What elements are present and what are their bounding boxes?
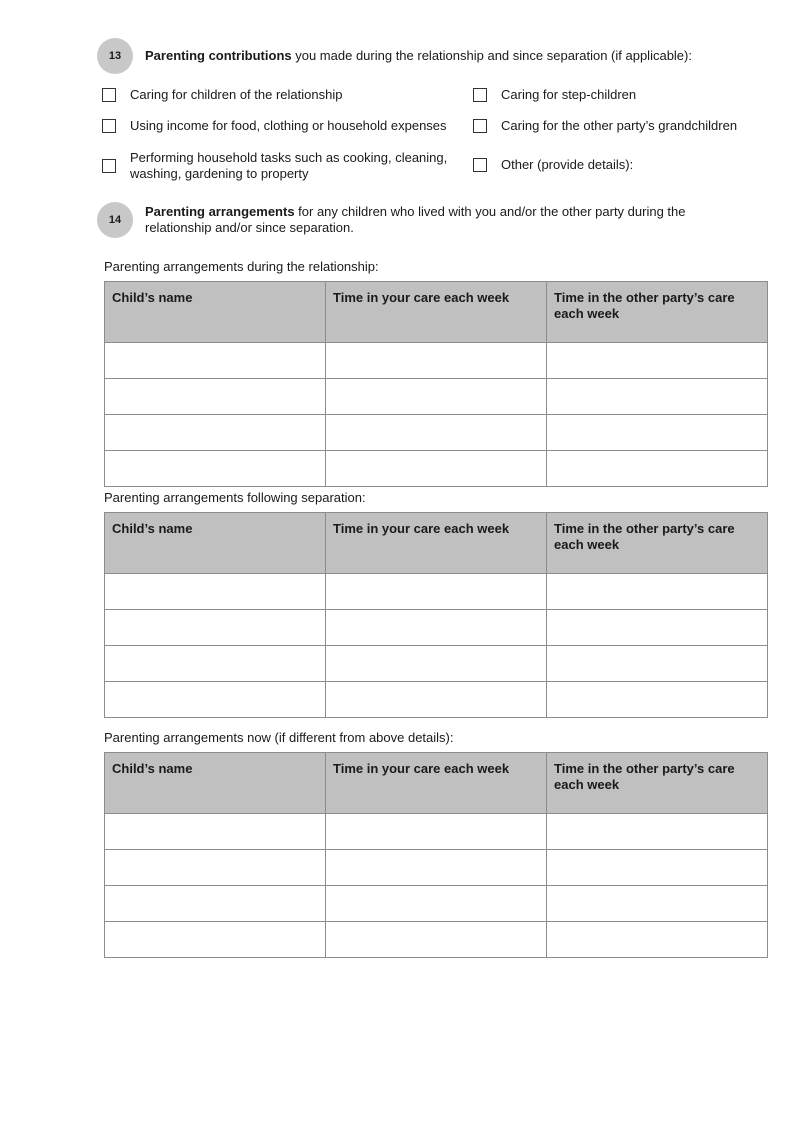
option-label: Using income for food, clothing or household expenses: [130, 118, 447, 133]
table-row: [105, 814, 768, 850]
checkbox[interactable]: [473, 88, 487, 102]
childs-name-input[interactable]: [105, 814, 325, 849]
time-other-care-input[interactable]: [547, 814, 767, 849]
time-your-care-input[interactable]: [326, 886, 546, 921]
childs-name-input[interactable]: [105, 646, 325, 681]
question-14-description: for any children who lived with you and/or the other party during the relationship and/or since separation.: [145, 204, 686, 235]
cell-time-your-care[interactable]: [326, 850, 547, 886]
header-childs-name: Child’s name: [105, 753, 326, 814]
time-your-care-input[interactable]: [326, 682, 546, 717]
cell-time-other-care[interactable]: [547, 415, 768, 451]
time-other-care-input[interactable]: [547, 610, 767, 645]
cell-childs-name[interactable]: [105, 379, 326, 415]
option-label: Caring for the other party’s grandchildren: [501, 118, 738, 133]
option-label: Caring for children of the relationship: [130, 87, 343, 102]
header-time-your-care: Time in your care each week: [326, 282, 547, 343]
cell-time-your-care[interactable]: [326, 922, 547, 958]
cell-time-your-care[interactable]: [326, 646, 547, 682]
time-other-care-input[interactable]: [547, 379, 767, 414]
time-other-care-input[interactable]: [547, 646, 767, 681]
cell-time-your-care[interactable]: [326, 610, 547, 646]
cell-childs-name[interactable]: [105, 415, 326, 451]
table-row: [105, 646, 768, 682]
cell-time-other-care[interactable]: [547, 886, 768, 922]
time-other-care-input[interactable]: [547, 415, 767, 450]
cell-time-other-care[interactable]: [547, 574, 768, 610]
option-other[interactable]: [473, 157, 773, 173]
time-your-care-input[interactable]: [326, 574, 546, 609]
question-14-title: Parenting arrangements: [145, 204, 295, 219]
cell-time-other-care[interactable]: [547, 343, 768, 379]
time-other-care-input[interactable]: [547, 850, 767, 885]
table-now: [104, 752, 768, 958]
childs-name-input[interactable]: [105, 886, 325, 921]
checkbox[interactable]: [102, 119, 116, 133]
header-time-other-party-care: Time in the other party’s care each week: [547, 513, 768, 574]
cell-time-your-care[interactable]: [326, 886, 547, 922]
table-row: [105, 610, 768, 646]
option-caring-children[interactable]: [102, 87, 462, 103]
cell-childs-name[interactable]: [105, 814, 326, 850]
cell-time-your-care[interactable]: [326, 814, 547, 850]
checkbox[interactable]: [102, 88, 116, 102]
childs-name-input[interactable]: [105, 415, 325, 450]
childs-name-input[interactable]: [105, 610, 325, 645]
cell-childs-name[interactable]: [105, 850, 326, 886]
table-during-relationship: [104, 281, 768, 487]
cell-time-your-care[interactable]: [326, 574, 547, 610]
cell-time-other-care[interactable]: [547, 646, 768, 682]
childs-name-input[interactable]: [105, 574, 325, 609]
header-childs-name: Child’s name: [105, 282, 326, 343]
cell-time-your-care[interactable]: [326, 379, 547, 415]
time-other-care-input[interactable]: [547, 682, 767, 717]
option-caring-step-children[interactable]: [473, 87, 773, 103]
childs-name-input[interactable]: [105, 850, 325, 885]
time-other-care-input[interactable]: [547, 451, 767, 486]
question-13-description: you made during the relationship and since separation (if applicable):: [291, 48, 692, 63]
checkbox[interactable]: [102, 159, 116, 173]
childs-name-input[interactable]: [105, 379, 325, 414]
header-time-other-party-care: Time in the other party’s care each week: [547, 282, 768, 343]
table-row: [105, 451, 768, 487]
cell-time-other-care[interactable]: [547, 610, 768, 646]
table-caption-following-separation: Parenting arrangements following separation:: [104, 490, 366, 505]
table-header-row: [105, 282, 768, 343]
question-14-number: 14: [97, 202, 133, 238]
cell-time-other-care[interactable]: [547, 379, 768, 415]
cell-time-your-care[interactable]: [326, 451, 547, 487]
question-13-title: Parenting contributions: [145, 48, 292, 63]
cell-time-other-care[interactable]: [547, 814, 768, 850]
cell-time-your-care[interactable]: [326, 682, 547, 718]
cell-childs-name[interactable]: [105, 610, 326, 646]
header-time-other-party-care: Time in the other party’s care each week: [547, 753, 768, 814]
cell-time-other-care[interactable]: [547, 922, 768, 958]
table-following-separation: [104, 512, 768, 718]
question-13-number: 13: [97, 38, 133, 74]
time-your-care-input[interactable]: [326, 814, 546, 849]
table-row: [105, 886, 768, 922]
time-your-care-input[interactable]: [326, 850, 546, 885]
table-row: [105, 415, 768, 451]
childs-name-input[interactable]: [105, 682, 325, 717]
childs-name-input[interactable]: [105, 451, 325, 486]
cell-time-your-care[interactable]: [326, 415, 547, 451]
cell-childs-name[interactable]: [105, 886, 326, 922]
header-time-your-care: Time in your care each week: [326, 513, 547, 574]
table-caption-now: Parenting arrangements now (if different from above details):: [104, 730, 454, 745]
cell-time-other-care[interactable]: [547, 451, 768, 487]
checkbox[interactable]: [473, 158, 487, 172]
table-row: [105, 379, 768, 415]
time-other-care-input[interactable]: [547, 343, 767, 378]
table-header-row: [105, 513, 768, 574]
time-other-care-input[interactable]: [547, 922, 767, 957]
cell-childs-name[interactable]: [105, 922, 326, 958]
cell-time-your-care[interactable]: [326, 343, 547, 379]
cell-childs-name[interactable]: [105, 574, 326, 610]
option-label: Performing household tasks such as cooking, cleaning, washing, gardening to property: [130, 150, 448, 181]
option-household-tasks[interactable]: [102, 150, 462, 182]
table-row: [105, 850, 768, 886]
table-row: [105, 922, 768, 958]
time-your-care-input[interactable]: [326, 415, 546, 450]
table-row: [105, 574, 768, 610]
checkbox[interactable]: [473, 119, 487, 133]
time-your-care-input[interactable]: [326, 610, 546, 645]
childs-name-input[interactable]: [105, 343, 325, 378]
time-your-care-input[interactable]: [326, 451, 546, 486]
question-14-text: [145, 204, 690, 236]
cell-childs-name[interactable]: [105, 451, 326, 487]
time-other-care-input[interactable]: [547, 574, 767, 609]
cell-childs-name[interactable]: [105, 343, 326, 379]
table-caption-during-relationship: Parenting arrangements during the relationship:: [104, 259, 379, 274]
table-header-row: [105, 753, 768, 814]
cell-childs-name[interactable]: [105, 646, 326, 682]
time-your-care-input[interactable]: [326, 646, 546, 681]
table-row: [105, 682, 768, 718]
option-label: Other (provide details):: [501, 157, 634, 172]
time-your-care-input[interactable]: [326, 379, 546, 414]
time-your-care-input[interactable]: [326, 343, 546, 378]
time-your-care-input[interactable]: [326, 922, 546, 957]
childs-name-input[interactable]: [105, 922, 325, 957]
table-row: [105, 343, 768, 379]
header-childs-name: Child’s name: [105, 513, 326, 574]
option-caring-grandchildren[interactable]: [473, 118, 773, 134]
cell-time-other-care[interactable]: [547, 850, 768, 886]
question-13-text: [145, 48, 765, 64]
cell-childs-name[interactable]: [105, 682, 326, 718]
option-label: Caring for step-children: [501, 87, 637, 102]
header-time-your-care: Time in your care each week: [326, 753, 547, 814]
cell-time-other-care[interactable]: [547, 682, 768, 718]
option-using-income[interactable]: [102, 118, 472, 134]
time-other-care-input[interactable]: [547, 886, 767, 921]
